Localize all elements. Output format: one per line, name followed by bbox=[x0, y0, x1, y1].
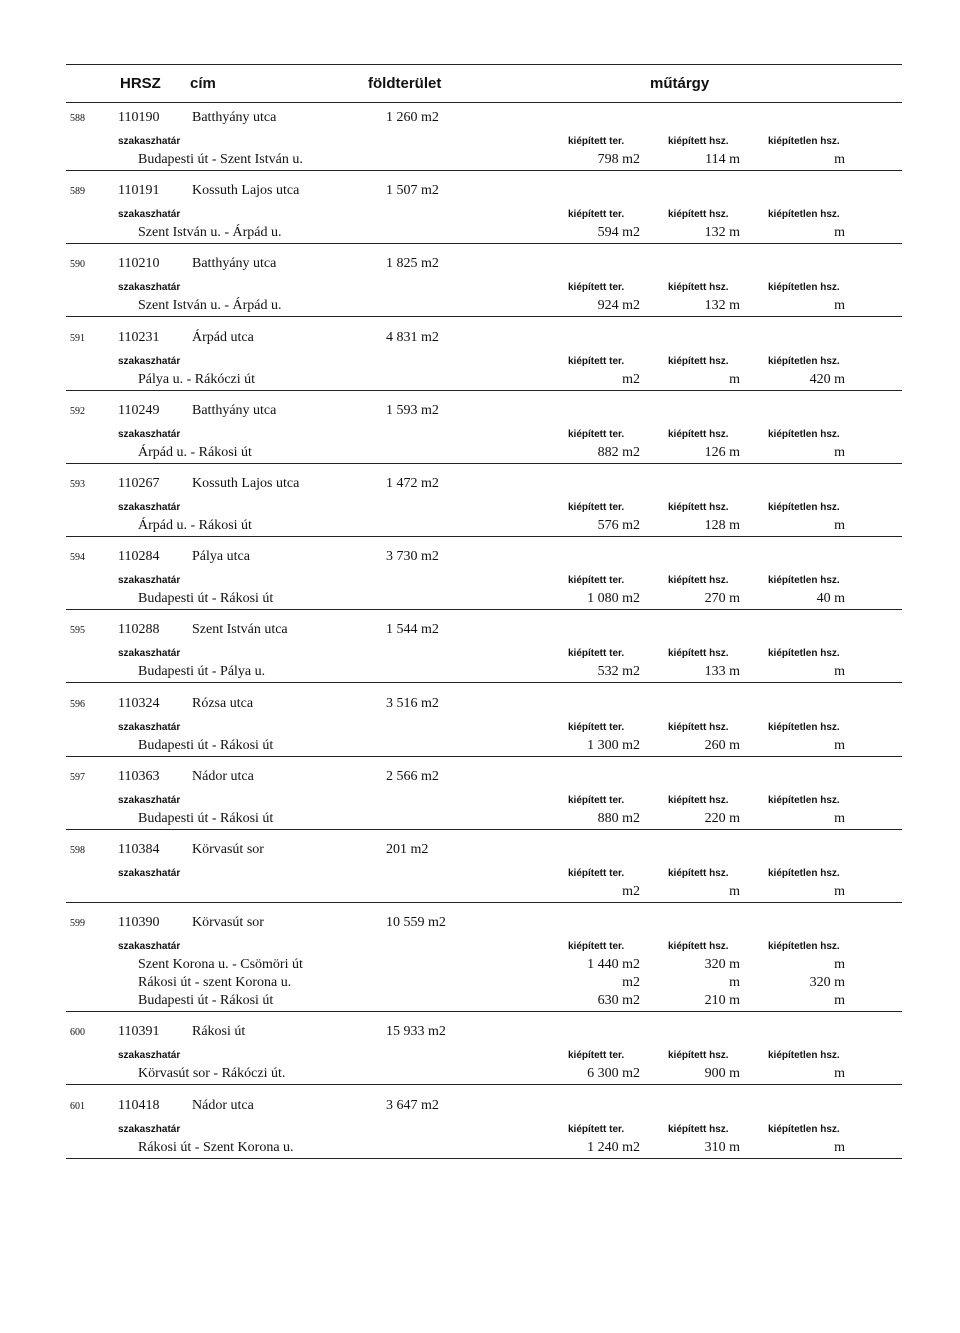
record-row bbox=[0, 1022, 960, 1095]
kiepitett-hsz-label: kiépített hsz. bbox=[668, 721, 729, 733]
kiepitetlen-hsz-label: kiépítetlen hsz. bbox=[768, 721, 840, 733]
unbuilt-length-value: m bbox=[834, 993, 845, 1009]
segment-row bbox=[0, 298, 960, 316]
kiepitett-ter-label: kiépített ter. bbox=[568, 868, 625, 879]
built-length-value: 210 m bbox=[704, 993, 740, 1009]
built-length-value: m bbox=[729, 884, 740, 899]
record-number: 596 bbox=[70, 698, 85, 710]
street-name: Batthyány utca bbox=[192, 110, 277, 125]
header-rule bbox=[66, 102, 902, 103]
street-name: Rákosi út bbox=[192, 1024, 246, 1040]
szakaszhatar-label: szakaszhatár bbox=[118, 575, 181, 587]
unbuilt-length-value: m bbox=[834, 444, 845, 460]
kiepitetlen-hsz-label: kiépítetlen hsz. bbox=[768, 428, 840, 440]
land-area: 1 825 m2 bbox=[386, 256, 439, 272]
record-rule bbox=[66, 170, 902, 171]
record-number: 599 bbox=[70, 918, 85, 930]
segment-text: Budapesti út - Rákosi út bbox=[138, 737, 274, 753]
hrsz-value: 110363 bbox=[118, 768, 160, 784]
built-area-value: 798 m2 bbox=[597, 152, 640, 167]
record-rule bbox=[66, 902, 902, 903]
kiepitetlen-hsz-label: kiépítetlen hsz. bbox=[768, 1123, 840, 1135]
kiepitetlen-hsz-label: kiépítetlen hsz. bbox=[768, 282, 840, 294]
kiepitett-hsz-label: kiépített hsz. bbox=[668, 868, 729, 879]
kiepitett-ter-label: kiépített ter. bbox=[568, 136, 625, 147]
header-hrsz: HRSZ bbox=[120, 75, 161, 92]
unbuilt-length-value: m bbox=[834, 298, 845, 314]
kiepitett-ter-label: kiépített ter. bbox=[568, 575, 625, 587]
built-length-value: 270 m bbox=[704, 591, 740, 607]
built-length-value: m bbox=[729, 371, 740, 387]
record-number: 594 bbox=[70, 552, 85, 564]
land-area: 1 472 m2 bbox=[386, 476, 439, 491]
szakaszhatar-label: szakaszhatár bbox=[118, 868, 181, 879]
record-row bbox=[0, 767, 960, 840]
unbuilt-length-value: 420 m bbox=[809, 371, 845, 387]
land-area: 4 831 m2 bbox=[386, 329, 439, 345]
kiepitetlen-hsz-label: kiépítetlen hsz. bbox=[768, 794, 840, 806]
segment-row bbox=[0, 738, 960, 756]
built-length-value: 320 m bbox=[704, 957, 740, 973]
street-name: Nádor utca bbox=[192, 768, 254, 784]
kiepitetlen-hsz-label: kiépítetlen hsz. bbox=[768, 575, 840, 587]
built-area-value: 594 m2 bbox=[597, 225, 640, 241]
kiepitett-ter-label: kiépített ter. bbox=[568, 721, 625, 733]
street-name: Kossuth Lajos utca bbox=[192, 183, 300, 199]
szakaszhatar-label: szakaszhatár bbox=[118, 721, 181, 733]
segment-text: Budapesti út - Pálya u. bbox=[138, 664, 266, 680]
record-rule bbox=[66, 682, 902, 683]
segment-row bbox=[0, 518, 960, 536]
built-area-value: 532 m2 bbox=[597, 664, 640, 680]
segment-text: Árpád u. - Rákosi út bbox=[138, 518, 252, 533]
szakaszhatar-label: szakaszhatár bbox=[118, 941, 181, 953]
unbuilt-length-value: m bbox=[834, 225, 845, 241]
kiepitett-hsz-label: kiépített hsz. bbox=[668, 941, 729, 953]
built-length-value: 126 m bbox=[704, 444, 740, 460]
built-area-value: m2 bbox=[622, 975, 640, 991]
record-rule bbox=[66, 756, 902, 757]
unbuilt-length-value: 40 m bbox=[816, 591, 845, 607]
segment-text: Budapesti út - Rákosi út bbox=[138, 591, 274, 607]
segment-row bbox=[0, 591, 960, 609]
record-number: 598 bbox=[70, 845, 85, 856]
record-number: 590 bbox=[70, 259, 85, 271]
segment-row bbox=[0, 811, 960, 829]
kiepitett-hsz-label: kiépített hsz. bbox=[668, 794, 729, 806]
hrsz-value: 110267 bbox=[118, 476, 160, 491]
built-length-value: m bbox=[729, 975, 740, 991]
built-length-value: 310 m bbox=[704, 1139, 740, 1155]
szakaszhatar-label: szakaszhatár bbox=[118, 1050, 181, 1062]
szakaszhatar-label: szakaszhatár bbox=[118, 136, 181, 147]
record-row bbox=[0, 254, 960, 327]
kiepitett-ter-label: kiépített ter. bbox=[568, 1123, 625, 1135]
unbuilt-length-value: m bbox=[834, 664, 845, 680]
kiepitett-ter-label: kiépített ter. bbox=[568, 648, 625, 660]
segment-text: Szent István u. - Árpád u. bbox=[138, 225, 282, 241]
unbuilt-length-value: m bbox=[834, 152, 845, 167]
record-rule bbox=[66, 390, 902, 391]
street-name: Batthyány utca bbox=[192, 256, 277, 272]
built-length-value: 132 m bbox=[704, 298, 740, 314]
kiepitetlen-hsz-label: kiépítetlen hsz. bbox=[768, 648, 840, 660]
record-row bbox=[0, 474, 960, 547]
kiepitett-ter-label: kiépített ter. bbox=[568, 428, 625, 440]
record-row bbox=[0, 328, 960, 401]
segment-text: Szent István u. - Árpád u. bbox=[138, 298, 282, 314]
hrsz-value: 110390 bbox=[118, 915, 160, 931]
record-row bbox=[0, 181, 960, 254]
kiepitett-ter-label: kiépített ter. bbox=[568, 282, 625, 294]
built-length-value: 132 m bbox=[704, 225, 740, 241]
hrsz-value: 110418 bbox=[118, 1097, 160, 1113]
segment-row bbox=[0, 445, 960, 463]
land-area: 3 730 m2 bbox=[386, 549, 439, 565]
header-foldterulet: földterület bbox=[368, 75, 442, 92]
record-rule bbox=[66, 1011, 902, 1012]
unbuilt-length-value: m bbox=[834, 1066, 845, 1082]
szakaszhatar-label: szakaszhatár bbox=[118, 209, 181, 221]
built-length-value: 900 m bbox=[704, 1066, 740, 1082]
kiepitett-hsz-label: kiépített hsz. bbox=[668, 502, 729, 513]
street-name: Árpád utca bbox=[192, 329, 254, 345]
unbuilt-length-value: 320 m bbox=[809, 975, 845, 991]
kiepitett-hsz-label: kiépített hsz. bbox=[668, 282, 729, 294]
kiepitett-hsz-label: kiépített hsz. bbox=[668, 355, 729, 367]
record-row bbox=[0, 694, 960, 767]
segment-row bbox=[0, 152, 960, 170]
built-length-value: 133 m bbox=[704, 664, 740, 680]
built-area-value: 880 m2 bbox=[597, 810, 640, 826]
built-area-value: m2 bbox=[622, 884, 640, 899]
hrsz-value: 110284 bbox=[118, 549, 160, 565]
street-name: Batthyány utca bbox=[192, 402, 277, 418]
hrsz-value: 110391 bbox=[118, 1024, 160, 1040]
land-area: 10 559 m2 bbox=[386, 915, 446, 931]
szakaszhatar-label: szakaszhatár bbox=[118, 428, 181, 440]
built-area-value: 1 440 m2 bbox=[587, 957, 640, 973]
segment-row bbox=[0, 975, 960, 993]
street-name: Pálya utca bbox=[192, 549, 250, 565]
land-area: 1 507 m2 bbox=[386, 183, 439, 199]
record-number: 601 bbox=[70, 1100, 85, 1112]
land-area: 1 544 m2 bbox=[386, 622, 439, 638]
record-number: 589 bbox=[70, 186, 85, 198]
built-area-value: 576 m2 bbox=[597, 518, 640, 533]
segment-row bbox=[0, 957, 960, 975]
street-name: Körvasút sor bbox=[192, 842, 264, 857]
record-rule bbox=[66, 609, 902, 610]
segment-row bbox=[0, 225, 960, 243]
built-area-value: m2 bbox=[622, 371, 640, 387]
built-area-value: 630 m2 bbox=[597, 993, 640, 1009]
record-row bbox=[0, 108, 960, 181]
street-name: Kossuth Lajos utca bbox=[192, 476, 300, 491]
built-area-value: 6 300 m2 bbox=[587, 1066, 640, 1082]
unbuilt-length-value: m bbox=[834, 1139, 845, 1155]
record-number: 588 bbox=[70, 113, 85, 124]
hrsz-value: 110288 bbox=[118, 622, 160, 638]
segment-text: Budapesti út - Rákosi út bbox=[138, 993, 274, 1009]
hrsz-value: 110191 bbox=[118, 183, 160, 199]
segment-row bbox=[0, 884, 960, 902]
record-rule bbox=[66, 1158, 902, 1159]
kiepitett-ter-label: kiépített ter. bbox=[568, 355, 625, 367]
szakaszhatar-label: szakaszhatár bbox=[118, 282, 181, 294]
segment-text: Rákosi út - szent Korona u. bbox=[138, 975, 292, 991]
szakaszhatar-label: szakaszhatár bbox=[118, 1123, 181, 1135]
kiepitetlen-hsz-label: kiépítetlen hsz. bbox=[768, 209, 840, 221]
segment-text: Szent Korona u. - Csömöri út bbox=[138, 957, 303, 973]
record-number: 597 bbox=[70, 771, 85, 783]
kiepitett-ter-label: kiépített ter. bbox=[568, 794, 625, 806]
record-row bbox=[0, 620, 960, 693]
kiepitetlen-hsz-label: kiépítetlen hsz. bbox=[768, 868, 840, 879]
land-area: 15 933 m2 bbox=[386, 1024, 446, 1040]
hrsz-value: 110249 bbox=[118, 402, 160, 418]
land-area: 3 516 m2 bbox=[386, 695, 439, 711]
record-row bbox=[0, 1096, 960, 1169]
unbuilt-length-value: m bbox=[834, 884, 845, 899]
kiepitett-hsz-label: kiépített hsz. bbox=[668, 575, 729, 587]
table-header bbox=[0, 75, 960, 99]
built-area-value: 1 300 m2 bbox=[587, 737, 640, 753]
kiepitett-hsz-label: kiépített hsz. bbox=[668, 1050, 729, 1062]
hrsz-value: 110210 bbox=[118, 256, 160, 272]
kiepitett-ter-label: kiépített ter. bbox=[568, 1050, 625, 1062]
kiepitett-hsz-label: kiépített hsz. bbox=[668, 428, 729, 440]
segment-row bbox=[0, 372, 960, 390]
kiepitetlen-hsz-label: kiépítetlen hsz. bbox=[768, 502, 840, 513]
record-row bbox=[0, 913, 960, 1022]
street-name: Körvasút sor bbox=[192, 915, 264, 931]
street-name: Nádor utca bbox=[192, 1097, 254, 1113]
unbuilt-length-value: m bbox=[834, 810, 845, 826]
szakaszhatar-label: szakaszhatár bbox=[118, 502, 181, 513]
built-area-value: 1 080 m2 bbox=[587, 591, 640, 607]
segment-text: Körvasút sor - Rákóczi út. bbox=[138, 1066, 286, 1082]
segment-text: Pálya u. - Rákóczi út bbox=[138, 371, 256, 387]
built-length-value: 220 m bbox=[704, 810, 740, 826]
segment-row bbox=[0, 993, 960, 1011]
built-area-value: 882 m2 bbox=[597, 444, 640, 460]
unbuilt-length-value: m bbox=[834, 737, 845, 753]
land-area: 1 260 m2 bbox=[386, 110, 439, 125]
record-rule bbox=[66, 1084, 902, 1085]
kiepitetlen-hsz-label: kiépítetlen hsz. bbox=[768, 941, 840, 953]
kiepitetlen-hsz-label: kiépítetlen hsz. bbox=[768, 1050, 840, 1062]
record-row bbox=[0, 840, 960, 913]
record-number: 592 bbox=[70, 405, 85, 417]
record-rule bbox=[66, 829, 902, 830]
hrsz-value: 110384 bbox=[118, 842, 160, 857]
hrsz-value: 110231 bbox=[118, 329, 160, 345]
hrsz-value: 110324 bbox=[118, 695, 160, 711]
segment-text: Budapesti út - Szent István u. bbox=[138, 152, 303, 167]
record-rule bbox=[66, 243, 902, 244]
segment-row bbox=[0, 1140, 960, 1158]
segment-text: Budapesti út - Rákosi út bbox=[138, 810, 274, 826]
kiepitett-ter-label: kiépített ter. bbox=[568, 941, 625, 953]
record-number: 600 bbox=[70, 1027, 85, 1039]
kiepitett-ter-label: kiépített ter. bbox=[568, 502, 625, 513]
segment-row bbox=[0, 664, 960, 682]
kiepitett-ter-label: kiépített ter. bbox=[568, 209, 625, 221]
unbuilt-length-value: m bbox=[834, 518, 845, 533]
built-length-value: 114 m bbox=[705, 152, 740, 167]
kiepitett-hsz-label: kiépített hsz. bbox=[668, 136, 729, 147]
record-number: 591 bbox=[70, 332, 85, 344]
record-number: 595 bbox=[70, 625, 85, 637]
land-area: 201 m2 bbox=[386, 842, 429, 857]
street-name: Szent István utca bbox=[192, 622, 288, 638]
header-mutargy: műtárgy bbox=[650, 75, 710, 92]
record-number: 593 bbox=[70, 479, 85, 490]
record-rule bbox=[66, 536, 902, 537]
record-rule bbox=[66, 316, 902, 317]
kiepitetlen-hsz-label: kiépítetlen hsz. bbox=[768, 136, 840, 147]
record-rule bbox=[66, 463, 902, 464]
szakaszhatar-label: szakaszhatár bbox=[118, 355, 181, 367]
header-cim: cím bbox=[190, 75, 216, 92]
built-area-value: 924 m2 bbox=[597, 298, 640, 314]
szakaszhatar-label: szakaszhatár bbox=[118, 794, 181, 806]
segment-text: Árpád u. - Rákosi út bbox=[138, 444, 252, 460]
segment-text: Rákosi út - Szent Korona u. bbox=[138, 1139, 294, 1155]
kiepitett-hsz-label: kiépített hsz. bbox=[668, 648, 729, 660]
hrsz-value: 110190 bbox=[118, 110, 160, 125]
top-rule bbox=[66, 64, 902, 65]
street-name: Rózsa utca bbox=[192, 695, 254, 711]
segment-row bbox=[0, 1066, 960, 1084]
land-area: 3 647 m2 bbox=[386, 1097, 439, 1113]
land-area: 1 593 m2 bbox=[386, 402, 439, 418]
kiepitett-hsz-label: kiépített hsz. bbox=[668, 209, 729, 221]
built-length-value: 260 m bbox=[704, 737, 740, 753]
record-row bbox=[0, 547, 960, 620]
szakaszhatar-label: szakaszhatár bbox=[118, 648, 181, 660]
built-length-value: 128 m bbox=[704, 518, 740, 533]
kiepitetlen-hsz-label: kiépítetlen hsz. bbox=[768, 355, 840, 367]
land-area: 2 566 m2 bbox=[386, 768, 439, 784]
unbuilt-length-value: m bbox=[834, 957, 845, 973]
record-row bbox=[0, 401, 960, 474]
kiepitett-hsz-label: kiépített hsz. bbox=[668, 1123, 729, 1135]
built-area-value: 1 240 m2 bbox=[587, 1139, 640, 1155]
